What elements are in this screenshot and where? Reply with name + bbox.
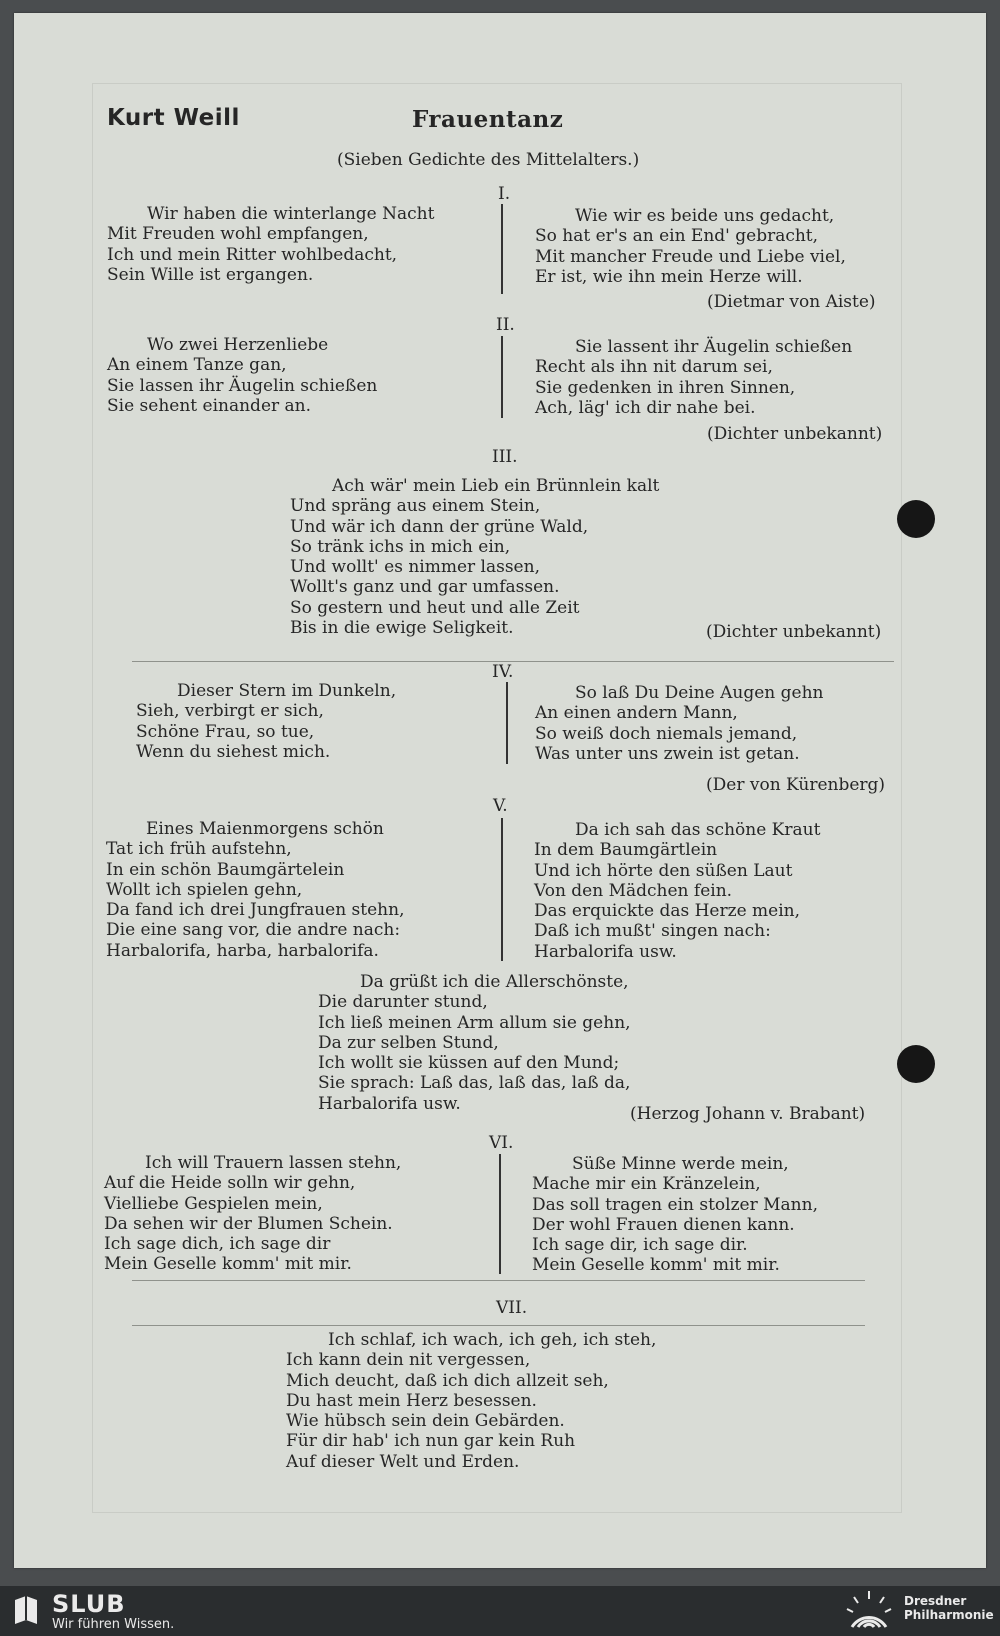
verse-line: Für dir hab' ich nun gar kein Ruh <box>286 1431 576 1452</box>
poem-3-author: (Dichter unbekannt) <box>706 622 882 642</box>
verse-line: Harbalorifa usw. <box>318 1093 461 1114</box>
poem-6-right-stanza <box>532 1154 818 1276</box>
verse-line: In ein schön Baumgärtelein <box>106 859 345 880</box>
poem-5-left-stanza <box>106 819 404 961</box>
poem-2-right-stanza <box>535 337 852 418</box>
poem-3-numeral: III. <box>492 447 518 467</box>
verse-line: Sie gedenken in ihren Sinnen, <box>535 377 796 398</box>
verse-line: Sie lassen ihr Äugelin schießen <box>107 375 378 396</box>
section-divider <box>132 1280 865 1281</box>
verse-line: Der wohl Frauen dienen kann. <box>532 1214 795 1235</box>
verse-line: Das erquickte das Herze mein, <box>534 901 801 922</box>
philharmonie-line-2: Philharmonie <box>904 1608 994 1622</box>
verse-line: Was unter uns zwein ist getan. <box>535 743 800 764</box>
verse-line: Ich ließ meinen Arm allum sie gehn, <box>318 1012 631 1033</box>
poem-6-numeral: VI. <box>489 1133 514 1153</box>
slub-tagline: Wir führen Wissen. <box>52 1617 175 1632</box>
verse-line: Da ich sah das schöne Kraut <box>575 820 821 840</box>
verse-line: Ich sage dich, ich sage dir <box>104 1234 331 1255</box>
song-title: Frauentanz <box>412 106 564 133</box>
verse-line: Sie lassent ihr Äugelin schießen <box>575 337 853 357</box>
verse-line: Wollt ich spielen gehn, <box>106 879 303 900</box>
poem-5-right-stanza <box>534 820 820 962</box>
verse-line: Er ist, wie ihn mein Herze will. <box>535 266 803 287</box>
column-divider <box>501 204 503 294</box>
book-icon <box>12 1594 40 1628</box>
poem-1-numeral: I. <box>498 184 511 204</box>
poem-4-author: (Der von Kürenberg) <box>706 775 886 795</box>
poem-2-left-stanza <box>107 335 377 416</box>
poem-5-author: (Herzog Johann v. Brabant) <box>630 1104 866 1124</box>
verse-line: Da sehen wir der Blumen Schein. <box>104 1213 393 1234</box>
verse-line: Du hast mein Herz besessen. <box>286 1390 537 1411</box>
verse-line: Harbalorifa usw. <box>534 941 677 962</box>
poem-5-numeral: V. <box>493 796 508 816</box>
poem-1-left-stanza <box>107 204 434 285</box>
verse-line: Ich und mein Ritter wohlbedacht, <box>107 244 398 265</box>
verse-line: Eines Maienmorgens schön <box>146 819 384 839</box>
verse-line: Dieser Stern im Dunkeln, <box>177 681 397 701</box>
verse-line: Ich wollt sie küssen auf den Mund; <box>318 1053 620 1074</box>
poem-5-center-stanza <box>318 972 631 1114</box>
philharmonie-logo-icon <box>844 1589 894 1633</box>
verse-line: Wenn du siehest mich. <box>136 741 331 762</box>
column-divider <box>506 682 508 764</box>
verse-line: Wir haben die winterlange Nacht <box>147 204 435 224</box>
punch-hole <box>897 1045 935 1083</box>
poem-1-author: (Dietmar von Aiste) <box>707 292 876 312</box>
poem-6-left-stanza <box>104 1153 401 1275</box>
verse-line: Und wär ich dann der grüne Wald, <box>290 516 589 537</box>
viewer-footer <box>0 1586 1000 1636</box>
verse-line: Und spräng aus einem Stein, <box>290 496 541 517</box>
verse-line: Auf dieser Welt und Erden. <box>286 1451 520 1472</box>
poem-2-author: (Dichter unbekannt) <box>707 424 883 444</box>
poem-4-right-stanza <box>535 683 824 764</box>
verse-line: Die eine sang vor, die andre nach: <box>106 920 401 941</box>
verse-line: Ich schlaf, ich wach, ich geh, ich steh, <box>328 1330 657 1350</box>
verse-line: Sieh, verbirgt er sich, <box>136 701 324 722</box>
verse-line: Mit mancher Freude und Liebe viel, <box>535 246 846 267</box>
verse-line: So gestern und heut und alle Zeit <box>290 597 580 618</box>
verse-line: Und ich hörte den süßen Laut <box>534 860 793 881</box>
verse-line: Mit Freuden wohl empfangen, <box>107 224 369 245</box>
verse-line: Das soll tragen ein stolzer Mann, <box>532 1194 818 1215</box>
verse-line: Daß ich mußt' singen nach: <box>534 921 771 942</box>
verse-line: Bis in die ewige Seligkeit. <box>290 618 514 639</box>
poem-7-stanza <box>286 1330 656 1472</box>
column-divider <box>499 1154 501 1274</box>
verse-line: Mache mir ein Kränzelein, <box>532 1174 761 1195</box>
verse-line: Vielliebe Gespielen mein, <box>104 1193 323 1214</box>
verse-line: Ach, läg' ich dir nahe bei. <box>535 397 756 418</box>
poem-3-stanza <box>290 476 659 638</box>
poem-4-left-stanza <box>136 681 396 762</box>
verse-line: So tränk ichs in mich ein, <box>290 536 511 557</box>
verse-line: So hat er's an ein End' gebracht, <box>535 226 819 247</box>
verse-line: Recht als ihn nit darum sei, <box>535 357 773 378</box>
verse-line: Tat ich früh aufstehn, <box>106 839 292 860</box>
philharmonie-line-1: Dresdner <box>904 1594 967 1608</box>
verse-line: Harbalorifa, harba, harbalorifa. <box>106 940 379 961</box>
verse-line: So laß Du Deine Augen gehn <box>575 683 824 703</box>
poem-1-right-stanza <box>535 206 846 287</box>
poem-4-numeral: IV. <box>492 662 514 682</box>
verse-line: Mein Geselle komm' mit mir. <box>104 1254 352 1275</box>
verse-line: Ich sage dir, ich sage dir. <box>532 1235 748 1256</box>
song-subtitle: (Sieben Gedichte des Mittelalters.) <box>337 150 640 170</box>
verse-line: In dem Baumgärtlein <box>534 840 718 861</box>
poem-7-numeral: VII. <box>496 1298 528 1318</box>
verse-line: Sie sehent einander an. <box>107 395 312 416</box>
verse-line: Wollt's ganz und gar umfassen. <box>290 577 560 598</box>
verse-line: Auf die Heide solln wir gehn, <box>104 1173 356 1194</box>
verse-line: An einen andern Mann, <box>535 703 738 724</box>
verse-line: Und wollt' es nimmer lassen, <box>290 557 540 578</box>
punch-hole <box>897 500 935 538</box>
verse-line: Sie sprach: Laß das, laß das, laß da, <box>318 1073 631 1094</box>
verse-line: Ach wär' mein Lieb ein Brünnlein kalt <box>332 476 660 496</box>
verse-line: An einem Tanze gan, <box>107 355 287 376</box>
section-divider <box>132 1325 865 1326</box>
verse-line: Da fand ich drei Jungfrauen stehn, <box>106 900 405 921</box>
verse-line: Ich will Trauern lassen stehn, <box>145 1153 402 1173</box>
verse-line: Da zur selben Stund, <box>318 1032 499 1053</box>
verse-line: Sein Wille ist ergangen. <box>107 264 314 285</box>
verse-line: Die darunter stund, <box>318 992 488 1013</box>
philharmonie-name <box>904 1594 994 1622</box>
verse-line: Wie hübsch sein dein Gebärden. <box>286 1411 565 1432</box>
verse-line: Da grüßt ich die Allerschönste, <box>360 972 629 992</box>
verse-line: Mein Geselle komm' mit mir. <box>532 1255 780 1276</box>
slub-logo-text: SLUB <box>52 1590 126 1618</box>
verse-line: Schöne Frau, so tue, <box>136 721 315 742</box>
poem-2-numeral: II. <box>496 315 515 335</box>
verse-line: Wo zwei Herzenliebe <box>147 335 329 355</box>
verse-line: Süße Minne werde mein, <box>572 1154 789 1174</box>
verse-line: Wie wir es beide uns gedacht, <box>575 206 835 226</box>
verse-line: Mich deucht, daß ich dich allzeit seh, <box>286 1370 609 1391</box>
composer-name: Kurt Weill <box>107 105 240 131</box>
verse-line: So weiß doch niemals jemand, <box>535 723 798 744</box>
verse-line: Ich kann dein nit vergessen, <box>286 1350 531 1371</box>
verse-line: Von den Mädchen fein. <box>534 880 733 901</box>
column-divider <box>501 818 503 961</box>
column-divider <box>501 336 503 418</box>
